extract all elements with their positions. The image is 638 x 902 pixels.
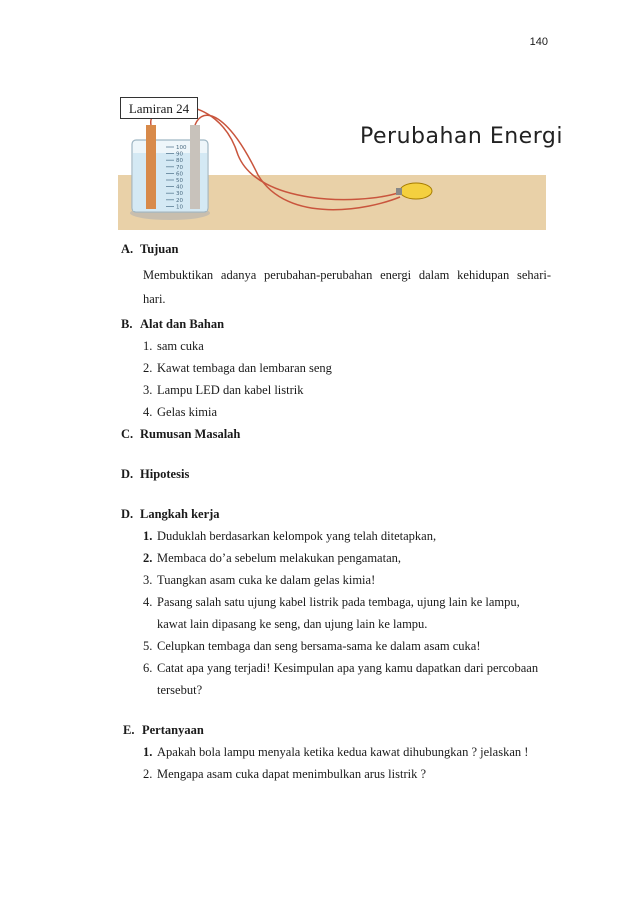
list-item: 4. Pasang salah satu ujung kabel listrik pada tembaga, ujung lain ke lampu, kawat lain dipasang ke seng, dan ujung lain ke lampu. [143, 595, 520, 631]
scale-label: 20 [176, 197, 183, 204]
list-item: 1. Apakah bola lampu menyala ketika kedua kawat dihubungkan ? jelaskan ! [143, 745, 529, 759]
appendix-label: Lamiran 24 [120, 97, 198, 119]
lamp-base [396, 188, 402, 195]
copper-electrode [146, 125, 156, 209]
scale-label: 10 [176, 204, 183, 211]
scale-label: 100 [176, 145, 187, 151]
list-item: 3. Lampu LED dan kabel listrik [143, 383, 304, 397]
section-heading: A. Tujuan [121, 242, 179, 256]
section-text: Membuktikan adanya perubahan-perubahan energi dalam kehidupan sehari-hari. [143, 268, 551, 306]
scale-label: 60 [176, 171, 183, 178]
scale-label: 90 [176, 151, 183, 158]
section-heading: C. Rumusan Masalah [121, 427, 241, 441]
list-item: 4. Gelas kimia [143, 405, 218, 419]
list-item: 2. Mengapa asam cuka dapat menimbulkan arus listrik ? [143, 767, 427, 781]
zinc-electrode [190, 125, 200, 209]
list-item: 5. Celupkan tembaga dan seng bersama-sama ke dalam asam cuka! [143, 639, 481, 653]
scale-label: 50 [176, 178, 183, 184]
list-item: 6. Catat apa yang terjadi! Kesimpulan apa yang kamu dapatkan dari percobaan tersebut? [143, 661, 539, 697]
section-heading: E. Pertanyaan [123, 723, 204, 737]
list-item: 2. Membaca do’a sebelum melakukan pengamatan, [143, 551, 402, 565]
list-item: 3. Tuangkan asam cuka ke dalam gelas kimia! [143, 573, 376, 587]
scale-label: 80 [176, 158, 183, 165]
list-item: 2. Kawat tembaga dan lembaran seng [143, 361, 332, 375]
page-title: Perubahan Energi [360, 124, 563, 149]
section-heading: D. Langkah kerja [121, 507, 220, 521]
section-heading: D. Hipotesis [121, 467, 190, 481]
steps-list [121, 525, 551, 701]
questions-list [121, 741, 551, 785]
list-item: 1. Duduklah berdasarkan kelompok yang telah ditetapkan, [143, 529, 437, 543]
list-item: 1. sam cuka [143, 339, 204, 353]
materials-list [121, 335, 551, 423]
page-number: 140 [529, 36, 548, 48]
scale-label: 70 [176, 164, 183, 171]
lamp-bulb [400, 183, 432, 199]
worksheet-body [121, 238, 551, 785]
section-heading: B. Alat dan Bahan [121, 317, 225, 331]
scale-label: 30 [176, 191, 183, 198]
scale-label: 40 [176, 184, 183, 191]
